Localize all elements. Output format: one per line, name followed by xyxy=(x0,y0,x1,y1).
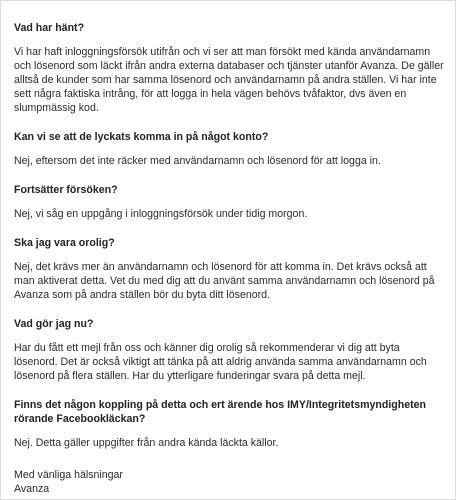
answer-text: Nej. Detta gäller uppgifter från andra kända läckta källor. xyxy=(14,437,279,449)
answer-text: Nej, vi såg en uppgång i inloggningsförsök under tidig morgon. xyxy=(14,208,308,220)
question-heading: Finns det någon koppling på detta och ert ärende hos IMY/Integritetsmyndigheten rörande Facebookläckan? xyxy=(14,399,427,425)
faq-section-3 xyxy=(14,183,444,221)
faq-section-5 xyxy=(14,317,444,383)
question-heading: Vad gör jag nu? xyxy=(14,318,94,330)
question-heading: Fortsätter försöken? xyxy=(14,184,118,196)
answer-text: Vi har haft inloggningsförsök utifrån och vi ser att man försökt med kända användarnamn och lösenord som läckt ifrån andra externa databaser och tjänster utanför Avanza. De gäller alltså de kunder som har samma lösenord och användarnamn på andra ställen. Vi har inte sett några faktiska intrång, för att logga in hela vägen behövs tvåfaktor, dvs även en slumpmässig kod. xyxy=(14,46,444,114)
closing-greeting: Med vänliga hälsningar xyxy=(14,469,123,481)
question-heading: Vad har hänt? xyxy=(14,22,85,34)
faq-section-2 xyxy=(14,130,444,168)
question-heading: Kan vi se att de lyckats komma in på något konto? xyxy=(14,131,269,143)
answer-text: Har du fått ett mejl från oss och känner dig orolig så rekommenderar vi dig att byta lösenord. Det är också viktigt att tänka på att aldrig använda samma användarnamn och lösenord på flera ställen. Har du ytterligare funderingar svara på detta mejl. xyxy=(14,342,427,382)
closing-signature: Avanza xyxy=(14,483,50,495)
faq-content xyxy=(14,21,444,496)
answer-text: Nej, eftersom det inte räcker med användarnamn och lösenord för att logga in. xyxy=(14,155,381,167)
signature-block xyxy=(14,468,444,496)
answer-text: Nej, det krävs mer än användarnamn och lösenord för att komma in. Det krävs också att man aktiverat detta. Vet du med dig att du använt samma användarnamn och lösenord på Avanza som på andra ställen bör du byta ditt lösenord. xyxy=(14,261,435,301)
question-heading: Ska jag vara orolig? xyxy=(14,237,115,249)
faq-section-1 xyxy=(14,21,444,115)
faq-section-6 xyxy=(14,398,444,450)
faq-section-4 xyxy=(14,236,444,302)
